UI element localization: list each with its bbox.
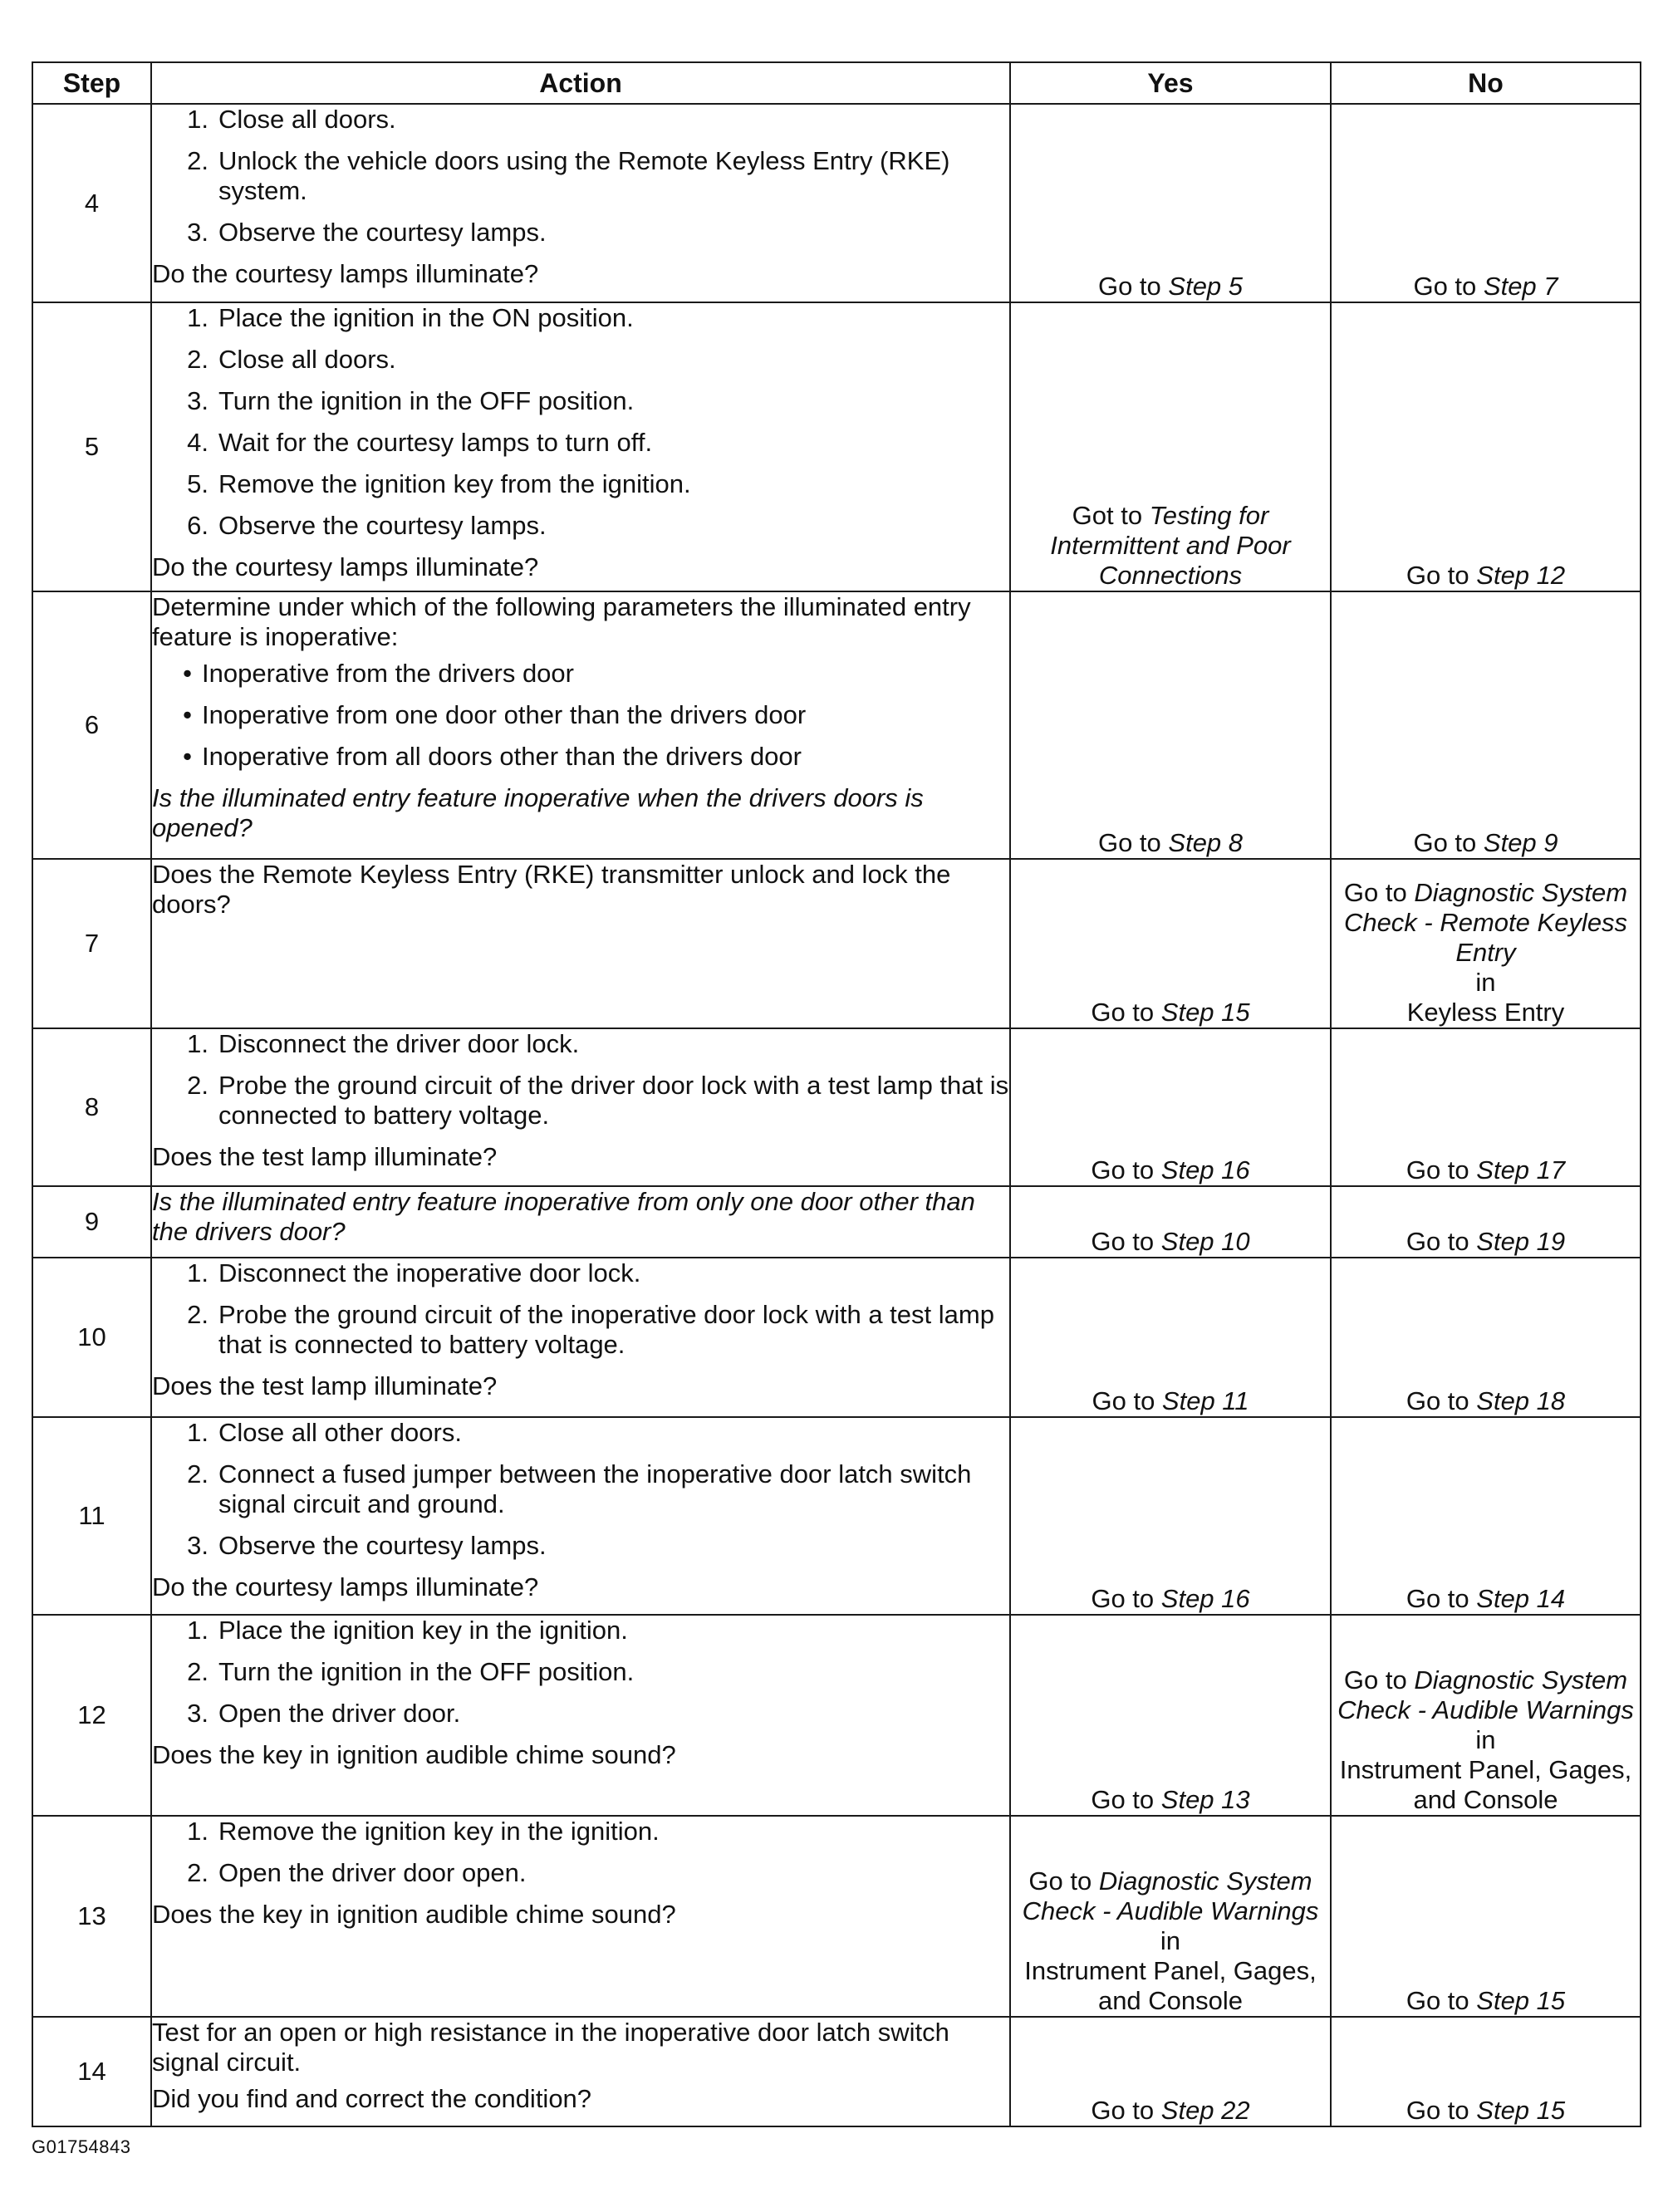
action-step-item [152, 386, 1009, 416]
result-prefix: Go to [1406, 1986, 1477, 2015]
action-cell [151, 302, 1010, 591]
result-prefix: Go to [1091, 998, 1161, 1027]
action-cell [151, 1816, 1010, 2017]
step-number: 6 [32, 591, 151, 859]
result-target-link[interactable]: Step 17 [1476, 1155, 1566, 1184]
action-step-text: Turn the ignition in the OFF position. [218, 1657, 635, 1686]
list-number: 2. [187, 1071, 208, 1100]
result-prefix: Go to [1406, 561, 1477, 590]
header-step: Step [32, 62, 151, 104]
action-intro: Test for an open or high resistance in the inoperative door latch switch signal circuit. [152, 2018, 949, 2077]
action-step-item [152, 303, 1009, 333]
list-number: 3. [187, 218, 208, 247]
result-prefix: Go to [1097, 272, 1169, 301]
step-number: 10 [32, 1258, 151, 1417]
list-number: 1. [187, 303, 208, 332]
action-question: Does the test lamp illuminate? [152, 1142, 498, 1171]
result-prefix: Go to [1091, 2096, 1161, 2125]
header-action: Action [151, 62, 1010, 104]
result-target-link[interactable]: Step 12 [1476, 561, 1566, 590]
no-result-cell [1331, 859, 1641, 1028]
action-step-item [152, 1699, 1009, 1729]
no-result-cell [1331, 2017, 1641, 2126]
action-step-text: Connect a fused jumper between the inoperative door latch switch signal circuit and ground. [218, 1459, 972, 1518]
action-step-item [152, 1029, 1009, 1059]
list-number: 1. [187, 1418, 208, 1447]
action-step-text: Remove the ignition key from the ignition. [218, 469, 691, 498]
table-row [32, 1186, 1641, 1258]
result-target-link[interactable]: Step 8 [1168, 828, 1244, 857]
action-step-item [152, 146, 1009, 206]
result-target-link[interactable]: Step 13 [1160, 1785, 1250, 1814]
list-number: 2. [187, 1858, 208, 1887]
action-step-item [152, 428, 1009, 458]
result-prefix: Go to [1406, 1386, 1477, 1415]
yes-result-cell [1010, 1028, 1331, 1186]
action-cell [151, 1258, 1010, 1417]
step-number: 8 [32, 1028, 151, 1186]
result-prefix: Go to [1406, 1584, 1477, 1613]
table-row [32, 1417, 1641, 1615]
table-row [32, 1816, 1641, 2017]
action-question: Do the courtesy lamps illuminate? [152, 1572, 539, 1601]
action-step-item [152, 1657, 1009, 1687]
step-number: 7 [32, 859, 151, 1028]
yes-result-cell [1010, 302, 1331, 591]
bullet-icon: • [183, 700, 192, 729]
result-prefix: Go to [1028, 1866, 1099, 1896]
list-number: 4. [187, 428, 208, 457]
action-steps-list [152, 1418, 1009, 1561]
action-cell [151, 859, 1010, 1028]
no-result-cell [1331, 1816, 1641, 2017]
action-step-item [152, 105, 1009, 135]
step-number: 5 [32, 302, 151, 591]
result-target-link[interactable]: Step 15 [1476, 2096, 1566, 2125]
result-target-link[interactable]: Step 15 [1160, 998, 1250, 1027]
action-step-text: Turn the ignition in the OFF position. [218, 386, 635, 415]
result-target-link[interactable]: Step 16 [1160, 1584, 1250, 1613]
result-target-link[interactable]: Step 16 [1160, 1155, 1250, 1184]
action-step-text: Probe the ground circuit of the inoperative door lock with a test lamp that is connected to battery voltage. [218, 1300, 994, 1359]
action-step-text: Place the ignition in the ON position. [218, 303, 634, 332]
action-step-text: Disconnect the inoperative door lock. [218, 1258, 641, 1287]
result-target-link[interactable]: Diagnostic System Check - Audible Warnings [1337, 1665, 1634, 1724]
result-prefix: Go to [1091, 1785, 1161, 1814]
action-step-text: Wait for the courtesy lamps to turn off. [218, 428, 653, 457]
step-number: 11 [32, 1417, 151, 1615]
bullet-icon: • [183, 659, 192, 688]
action-step-item [152, 511, 1009, 541]
action-step-item [152, 1616, 1009, 1646]
action-step-item [152, 1817, 1009, 1847]
result-target-link[interactable]: Diagnostic System Check - Audible Warnings [1022, 1866, 1319, 1925]
result-section: Instrument Panel, Gages, and Console [1339, 1755, 1632, 1814]
action-step-text: Place the ignition key in the ignition. [218, 1616, 628, 1645]
result-prefix: Go to [1091, 1227, 1161, 1256]
action-question: Does the test lamp illuminate? [152, 1371, 498, 1400]
action-step-item [152, 1531, 1009, 1561]
list-number: 2. [187, 1459, 208, 1489]
step-number: 13 [32, 1816, 151, 2017]
action-steps-list [152, 1616, 1009, 1729]
list-number: 1. [187, 1029, 208, 1058]
result-target-link[interactable]: Step 11 [1161, 1386, 1249, 1415]
action-intro: Determine under which of the following parameters the illuminated entry feature is inoperative: [152, 592, 971, 651]
action-bullet-text: Inoperative from the drivers door [202, 659, 574, 688]
result-prefix: Go to [1343, 1665, 1415, 1695]
action-step-item [152, 1300, 1009, 1360]
action-bullet-text: Inoperative from one door other than the drivers door [202, 700, 807, 729]
action-step-item [152, 1459, 1009, 1519]
step-number: 9 [32, 1186, 151, 1258]
action-step-item [152, 1071, 1009, 1131]
yes-result-cell [1010, 1816, 1331, 2017]
action-step-item [152, 469, 1009, 499]
yes-result-cell [1010, 859, 1331, 1028]
action-cell [151, 1028, 1010, 1186]
action-step-text: Observe the courtesy lamps. [218, 511, 547, 540]
result-target-link[interactable]: Step 15 [1476, 1986, 1566, 2015]
yes-result-cell [1010, 1258, 1331, 1417]
table-row [32, 2017, 1641, 2126]
table-row [32, 1258, 1641, 1417]
result-prefix: Go to [1413, 828, 1484, 857]
result-prefix: Go to [1097, 828, 1169, 857]
bullet-icon: • [183, 742, 192, 771]
action-bullet-text: Inoperative from all doors other than the drivers door [202, 742, 802, 771]
step-number: 4 [32, 104, 151, 302]
result-prefix: Go to [1092, 1386, 1162, 1415]
action-step-text: Open the driver door open. [218, 1858, 527, 1887]
action-steps-list [152, 1029, 1009, 1131]
header-no: No [1331, 62, 1641, 104]
yes-result-cell [1010, 1186, 1331, 1258]
action-cell [151, 591, 1010, 859]
no-result-cell [1331, 302, 1641, 591]
step-number: 12 [32, 1615, 151, 1816]
yes-result-cell [1010, 1615, 1331, 1816]
action-bullet-item [152, 700, 1009, 730]
figure-code: G01754843 [32, 2136, 131, 2157]
action-question: Do the courtesy lamps illuminate? [152, 259, 539, 288]
list-number: 3. [187, 386, 208, 415]
yes-result-cell [1010, 2017, 1331, 2126]
action-steps-list [152, 1258, 1009, 1360]
action-cell [151, 1186, 1010, 1258]
action-step-item [152, 1258, 1009, 1288]
result-target-link[interactable]: Step 19 [1476, 1227, 1566, 1256]
action-cell [151, 104, 1010, 302]
action-question: Is the illuminated entry feature inoperative from only one door other than the drivers door? [152, 1187, 975, 1246]
result-target-link[interactable]: Testing for Intermittent and Poor Connections [1050, 501, 1291, 590]
result-target-link[interactable]: Step 14 [1476, 1584, 1566, 1613]
action-step-text: Close all doors. [218, 345, 396, 374]
list-number: 2. [187, 146, 208, 175]
action-step-text: Observe the courtesy lamps. [218, 218, 547, 247]
table-row [32, 859, 1641, 1028]
no-result-cell [1331, 591, 1641, 859]
action-question: Do the courtesy lamps illuminate? [152, 552, 539, 581]
action-question: Does the Remote Keyless Entry (RKE) transmitter unlock and lock the doors? [152, 860, 951, 919]
yes-result-cell [1010, 104, 1331, 302]
result-target-link[interactable]: Step 22 [1160, 2096, 1250, 2125]
result-target-link[interactable]: Step 5 [1168, 272, 1244, 301]
action-bullet-item [152, 659, 1009, 689]
list-number: 6. [187, 511, 208, 540]
diagnostic-table [32, 61, 1641, 2127]
action-cell [151, 1615, 1010, 1816]
action-question: Does the key in ignition audible chime sound? [152, 1740, 676, 1769]
action-bullet-list [152, 659, 1009, 772]
yes-result-cell [1010, 591, 1331, 859]
result-prefix: Go to [1343, 878, 1415, 907]
no-result-cell [1331, 104, 1641, 302]
no-result-cell [1331, 1186, 1641, 1258]
action-question: Did you find and correct the condition? [152, 2084, 592, 2113]
list-number: 1. [187, 1817, 208, 1846]
header-yes: Yes [1010, 62, 1331, 104]
result-prefix: Got to [1072, 501, 1150, 530]
table-row [32, 1028, 1641, 1186]
action-step-text: Observe the courtesy lamps. [218, 1531, 547, 1560]
result-target-link[interactable]: Step 10 [1160, 1227, 1250, 1256]
table-header-row [32, 62, 1641, 104]
result-prefix: Go to [1406, 1227, 1477, 1256]
no-result-cell [1331, 1615, 1641, 1816]
result-target-link[interactable]: Step 7 [1483, 272, 1558, 301]
no-result-cell [1331, 1258, 1641, 1417]
list-number: 5. [187, 469, 208, 498]
table-row [32, 591, 1641, 859]
list-number: 2. [187, 1657, 208, 1686]
result-section: Instrument Panel, Gages, and Console [1024, 1956, 1317, 2015]
list-number: 3. [187, 1531, 208, 1560]
no-result-cell [1331, 1417, 1641, 1615]
action-step-text: Close all doors. [218, 105, 396, 134]
result-section: Keyless Entry [1406, 998, 1565, 1027]
action-question: Is the illuminated entry feature inoperative when the drivers doors is opened? [152, 783, 924, 842]
action-question: Does the key in ignition audible chime sound? [152, 1900, 676, 1929]
action-step-item [152, 345, 1009, 375]
action-bullet-item [152, 742, 1009, 772]
action-steps-list [152, 105, 1009, 248]
action-step-item [152, 1858, 1009, 1888]
action-steps-list [152, 1817, 1009, 1888]
result-in-word: in [1160, 1926, 1181, 1955]
no-result-cell [1331, 1028, 1641, 1186]
action-step-text: Close all other doors. [218, 1418, 462, 1447]
list-number: 1. [187, 1616, 208, 1645]
action-step-text: Probe the ground circuit of the driver door lock with a test lamp that is connected to battery voltage. [218, 1071, 1009, 1130]
step-number: 14 [32, 2017, 151, 2126]
table-row [32, 1615, 1641, 1816]
action-cell [151, 1417, 1010, 1615]
result-prefix: Go to [1091, 1155, 1161, 1184]
action-step-text: Disconnect the driver door lock. [218, 1029, 580, 1058]
action-step-text: Remove the ignition key in the ignition. [218, 1817, 660, 1846]
result-in-word: in [1475, 1725, 1496, 1754]
result-in-word: in [1475, 968, 1496, 997]
list-number: 3. [187, 1699, 208, 1728]
action-cell [151, 2017, 1010, 2126]
action-step-item [152, 1418, 1009, 1448]
result-target-link[interactable]: Step 9 [1483, 828, 1558, 857]
yes-result-cell [1010, 1417, 1331, 1615]
result-prefix: Go to [1091, 1584, 1161, 1613]
list-number: 2. [187, 345, 208, 374]
table-row [32, 104, 1641, 302]
result-prefix: Go to [1406, 2096, 1477, 2125]
list-number: 1. [187, 1258, 208, 1287]
result-target-link[interactable]: Diagnostic System Check - Remote Keyless Entry [1343, 878, 1628, 967]
result-prefix: Go to [1413, 272, 1484, 301]
list-number: 1. [187, 105, 208, 134]
action-steps-list [152, 303, 1009, 541]
list-number: 2. [187, 1300, 208, 1329]
action-step-item [152, 218, 1009, 248]
action-step-text: Open the driver door. [218, 1699, 461, 1728]
result-prefix: Go to [1406, 1155, 1477, 1184]
table-row [32, 302, 1641, 591]
result-target-link[interactable]: Step 18 [1476, 1386, 1566, 1415]
action-step-text: Unlock the vehicle doors using the Remote Keyless Entry (RKE) system. [218, 146, 950, 205]
